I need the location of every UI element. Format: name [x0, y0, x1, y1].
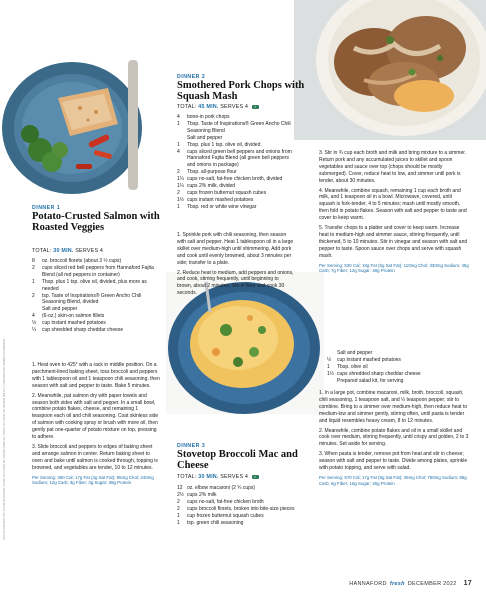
footer-issue: DECEMBER 2022 [407, 581, 457, 587]
ingredient-row: 2 cups sliced red bell peppers from Hannaford Fajita Blend (all red peppers in container) [32, 264, 154, 278]
mac-diet-badge-icon: ✓ [253, 474, 258, 479]
ingredient-row: 1¼ cups 2% milk, divided [177, 183, 236, 190]
pork-step-3: 3. Stir in ¾ cup each broth and milk and bring mixture to a simmer. Return pork and any accumulated juices to skillet and spoon vegetables and sauce over top (chops should be mostly submerged). Cover, reduce heat to low, and simmer until pork is tender, about 30 minutes. [319, 150, 467, 184]
photo-credit: PHOTOGRAPHY BY ADAM ROTIMER; FOOD STYLING BY KARIN (SMITH); PROP STYLING BY ROBIN (KELLY); RECIPES BY REBECCA MORRIS [2, 338, 6, 540]
mac-title: Stovetop Broccoli Mac and Cheese [177, 449, 298, 471]
pork-steps-left [177, 232, 295, 300]
footer-brand: fresh [389, 581, 405, 587]
ingredient-row: Salt and pepper [42, 306, 78, 313]
ingredient-row: 1½ cups instant mashed potatoes [177, 196, 254, 203]
page-footer [349, 580, 472, 587]
salmon-step-3: 3. Slide broccoli and peppers to edges of baking sheet and arrange salmon in center. Return baking sheet to oven and bake until salmon is cooked through, topping is browned, and vegetables are tender, 10 to 12 minutes. [32, 443, 158, 471]
ingredient-row: 1 Tbsp. olive oil [327, 363, 368, 370]
ingredient-row: 2 cups no-salt, fat-free chicken broth [177, 498, 264, 505]
salmon-meta [32, 248, 103, 254]
ingredient-row: 12 oz. elbow macaroni (2 ¾ cups) [177, 485, 256, 491]
ingredient-row: 2½ cups 2% milk [177, 491, 217, 498]
salmon-title: Potato-Crusted Salmon with Roasted Veggies [32, 211, 160, 233]
ingredient-row: 1 cup frozen butternut squash cubes [177, 512, 264, 519]
pork-steps-right [319, 150, 469, 274]
ingredient-row: 4 cups sliced green bell peppers and onions from Hannaford Fajita Blend (all green bell peppers and onions in package) [177, 148, 292, 169]
salmon-nutrition: Per Serving: 360 Cal; 17g Fat (3g Sat Fat); 95mg Chol; 240mg Sodium; 12g Carb; 3g Fiber; 3g Sugar; 38g Protein [32, 474, 154, 486]
ingredient-row: Salt and pepper [337, 350, 373, 356]
pork-step-1: 1. Sprinkle pork with chili seasoning, then season with salt and pepper. Heat 1 tablespoon oil in a large skillet over medium-high until shimmering. Add pork and cook until evenly browned, about 3 minutes per side; transfer to a plate. [177, 232, 294, 266]
ingredient-row: ⅓ cup instant mashed potatoes [32, 320, 106, 327]
salmon-serves: SERVES 4 [75, 248, 104, 254]
ingredient-row: 1¼ cups no-salt, fat-free chicken broth, divided [177, 176, 283, 183]
pork-step-4: 4. Meanwhile, combine squash, remaining 1 cup each broth and milk, and 1 teaspoon oil in a bowl. Microwave, covered, until squash is fork-tender, 4 to 5 minutes; mash until mostly smooth, then fold in potato flakes. Season with salt and pepper to taste and cover to keep warm. [319, 187, 467, 222]
mac-total-label: TOTAL: [177, 474, 197, 480]
ingredient-row: 4 bone-in pork chops [177, 114, 230, 120]
mac-serves: SERVES 4 [220, 474, 249, 480]
salmon-total-time: 30 MIN. [53, 248, 74, 254]
ingredient-row: 1 Tbsp. plus 1 tsp. olive oil, divided [177, 141, 261, 148]
ingredient-row: 8 oz. broccoli florets (about 3 ½ cups) [32, 258, 122, 264]
ingredient-row: 1 Tbsp. red or white wine vinegar [177, 203, 257, 210]
pork-dinner-label: DINNER 2 [177, 74, 206, 80]
mac-ingredient-list [177, 485, 307, 526]
ingredient-row: 1 tsp. green chili seasoning [177, 519, 244, 526]
ingredient-row: Salt and pepper [187, 134, 223, 141]
mac-total-time: 30 MIN. [198, 474, 219, 480]
ingredient-row: 4 (6-oz.) skin-on salmon fillets [32, 313, 105, 320]
mac-step-3: 3. When pasta is tender, remove pot from heat and stir in cheese; season with salt and pepper to taste. Divide among plates, sprinkle with potato topping, and serve with salad. [319, 451, 468, 472]
pork-total-label: TOTAL: [177, 104, 197, 110]
ingredient-row: 1 Tbsp. Taste of Inspirations® Green Ancho Chili Seasoning Blend [177, 120, 291, 134]
pork-ingredient-list [177, 114, 295, 211]
mac-meta [177, 474, 259, 480]
ingredient-row: ½ cup instant mashed potatoes [327, 356, 401, 363]
mac-step-2: 2. Meanwhile, combine potato flakes and oil in a small skillet and cook over medium, stirring frequently, until crispy and golden, 2 to 3 minutes. Set aside for serving. [319, 427, 469, 448]
pork-serves: SERVES 4 [220, 104, 249, 110]
ingredient-row: 1½ cups shredded sharp cheddar cheese [327, 370, 421, 377]
ingredient-row: 2 cups frozen butternut squash cubes [177, 189, 267, 196]
salmon-step-2: 2. Meanwhile, pat salmon dry with paper towels and season both sides with salt and pepper. In a small bowl, combine potato flakes, cheese, and remaining 1 teaspoon each oil and chili seasoning. Coat skinless side of salmon with cooking spray or brush with more oil, then gently pat one-quarter of potato mixture on top, pressing to adhere. [32, 392, 159, 441]
pork-total-time: 45 MIN. [198, 104, 219, 110]
salmon-steps [32, 362, 160, 486]
pork-step-5: 5. Transfer chops to a platter and cover to keep warm. Increase heat to medium-high and simmer sauce, stirring frequently, until thickened, 5 to 10 minutes. Stir in vinegar and season with salt and pepper to taste. Spoon sauce over chops and serve with squash mash. [319, 225, 468, 259]
mac-nutrition: Per Serving: 570 Cal; 17g Fat (9g Sat Fat); 35mg Chol; 750mg Sodium; 86g Carb; 6g Fiber; 16g Sugar; 26g Protein [319, 474, 467, 486]
pork-diet-badge-icon: ✓ [253, 104, 258, 109]
pork-step-2: 2. Reduce heat to medium, add peppers and onions, and cook, stirring frequently, until beginning to brown, about 2 minutes. Stir in flour and cook 30 seconds. [177, 269, 294, 297]
pork-title: Smothered Pork Chops with Squash Mash [177, 80, 305, 102]
mac-dinner-label: DINNER 3 [177, 443, 206, 449]
footer-store: HANNAFORD [349, 581, 387, 587]
mac-step-1: 1. In a large pot, combine macaroni, milk, broth, broccoli, squash, chili seasoning, 1 teaspoon salt, and ½ teaspoon pepper; stir to combine. Bring to a simmer over medium-high, then reduce heat to medium-low and simmer gently, stirring often, until pasta is tender and liquid resembles heavy cream, 8 to 12 minutes. [319, 390, 468, 424]
ingredient-row: Prepared salad kit, for serving [337, 377, 404, 384]
ingredient-row: 2 cups broccoli florets, broken into bite-size pieces [177, 505, 295, 512]
salmon-total-label: TOTAL: [32, 248, 52, 254]
ingredient-row: 2 tsp. Taste of Inspirations® Green Ancho Chili Seasoning Blend, divided [32, 292, 142, 306]
salmon-dinner-label: DINNER 1 [32, 205, 61, 211]
pork-meta [177, 104, 259, 110]
ingredient-row: 1 Tbsp. plus 1 tsp. olive oil, divided, plus more as needed [32, 278, 147, 292]
mac-ingredient-list-2 [327, 350, 469, 385]
salmon-photo [0, 50, 158, 200]
mac-steps [319, 390, 469, 487]
salmon-ingredient-list [32, 258, 160, 334]
ingredient-row: 2 Tbsp. all-purpose flour [177, 169, 237, 176]
salmon-step-1: 1. Heat oven to 425° with a rack in middle position. On a parchment-lined baking sheet, toss broccoli and peppers with 1 tablespoon oil and 1 teaspoon chili seasoning, then season with salt and pepper to taste. Bake 5 minutes. [32, 362, 160, 389]
page-number: 17 [463, 580, 472, 587]
pork-nutrition: Per Serving: 530 Cal; 18g Fat (5g Sat Fat); 110mg Chol; 330mg Sodium; 45g Carb; 7g Fiber; 12g Sugar; 48g Protein [319, 262, 469, 274]
ingredient-row: ¼ cup shredded sharp cheddar cheese [32, 327, 124, 334]
pork-photo [294, 0, 486, 140]
